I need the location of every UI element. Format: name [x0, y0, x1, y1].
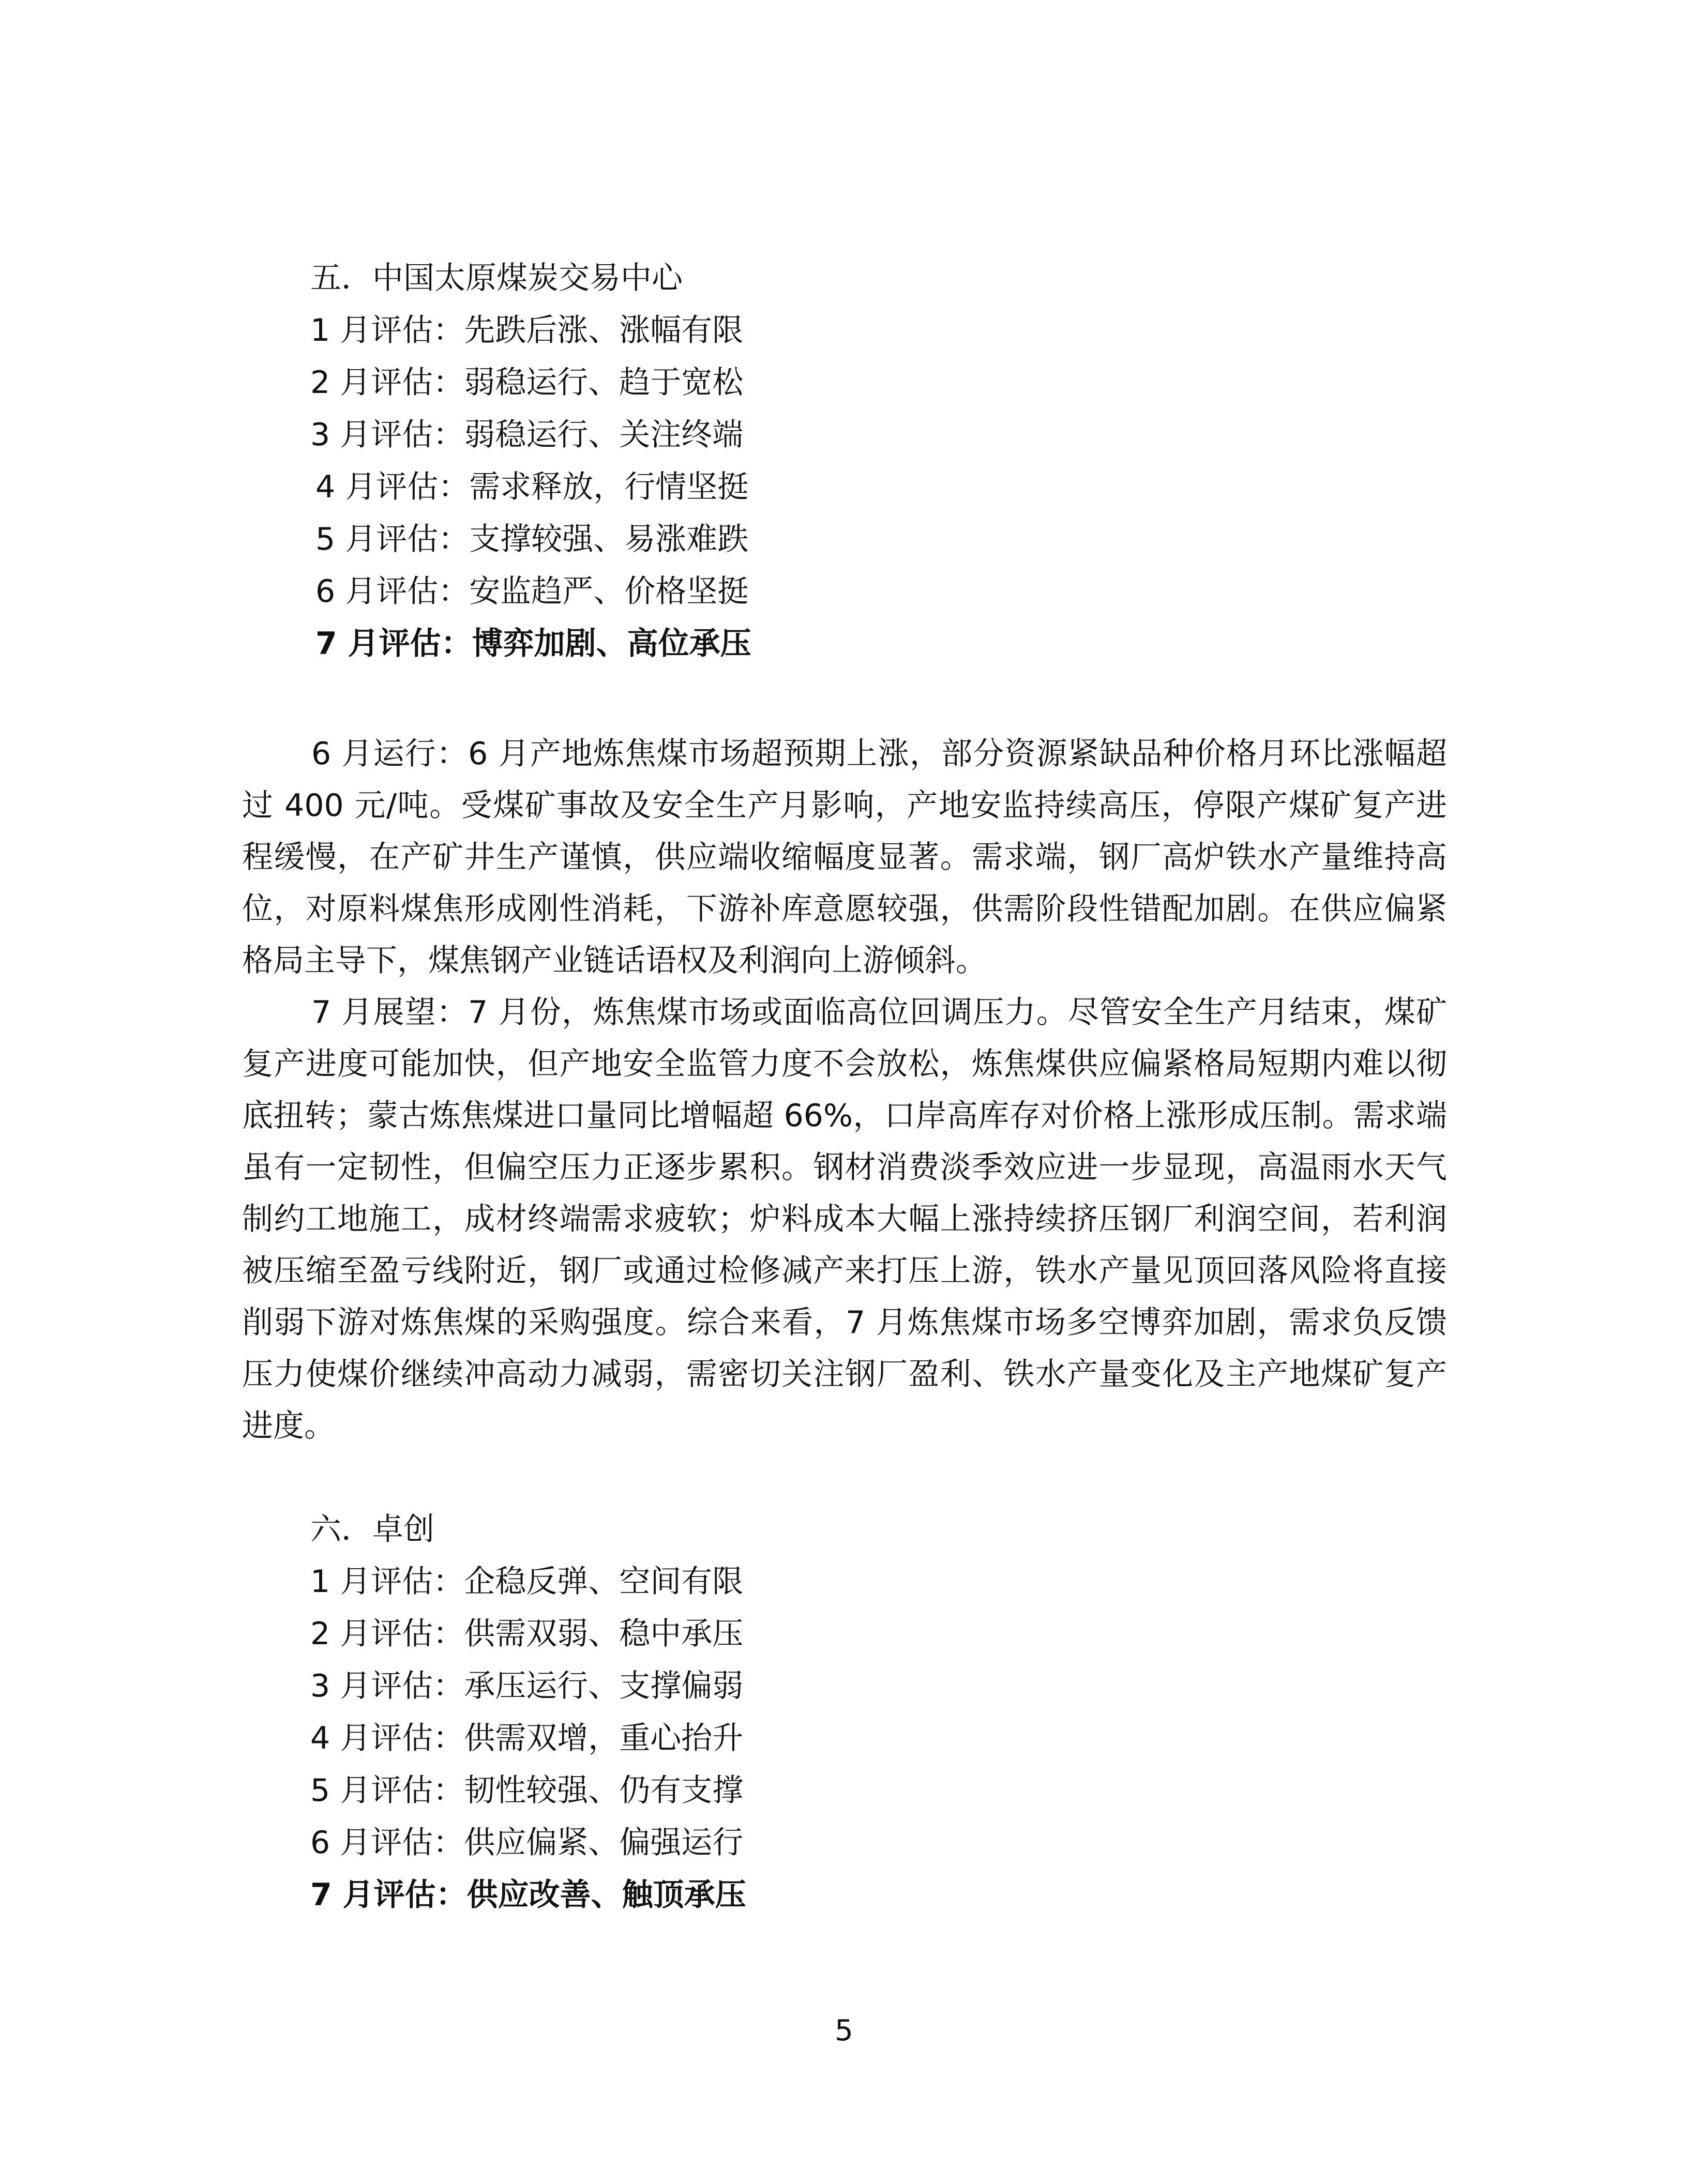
section-zhuochuang [310, 1504, 1448, 1921]
june-operation-paragraph [242, 728, 1447, 987]
evaluation-item: 3 月评估：弱稳运行、关注终端 [310, 417, 744, 453]
evaluation-item: 1 月评估：先跌后涨、涨幅有限 [310, 312, 744, 348]
section-heading: 六．卓创 [310, 1511, 434, 1548]
june-operation-text: 6 月运行：6 月产地炼焦煤市场超预期上涨，部分资源紧缺品种价格月环比涨幅超过 400 元/吨。受煤矿事故及安全生产月影响，产地安监持续高压，停限产煤矿复产进程缓慢，在产矿井生产谨慎，供应端收缩幅度显著。需求端，钢厂高炉铁水产量维持高位，对原料煤焦形成刚性消耗，下游补库意愿较强，供需阶段性错配加剧。在供应偏紧格局主导下，煤焦钢产业链话语权及利润向上游倾斜。 [242, 736, 1447, 979]
page-number: 5 [835, 2014, 853, 2048]
evaluation-item-current: 7 月评估：博弈加剧、高位承压 [315, 626, 751, 662]
evaluation-item: 2 月评估：弱稳运行、趋于宽松 [310, 365, 744, 401]
july-outlook-paragraph [242, 987, 1447, 1452]
evaluation-item: 4 月评估：供需双增，重心抬升 [310, 1720, 744, 1756]
july-outlook-text: 7 月展望：7 月份，炼焦煤市场或面临高位回调压力。尽管安全生产月结束，煤矿复产进度可能加快，但产地安全监管力度不会放松，炼焦煤供应偏紧格局短期内难以彻底扭转；蒙古炼焦煤进口量同比增幅超 66%，口岸高库存对价格上涨形成压制。需求端虽有一定韧性，但偏空压力正逐步累积。钢材消费淡季效应进一步显现，高温雨水天气制约工地施工，成材终端需求疲软；炉料成本大幅上涨持续挤压钢厂利润空间，若利润被压缩至盈亏线附近，钢厂或通过检修减产来打压上游，铁水产量见顶回落风险将直接削弱下游对炼焦煤的采购强度。综合来看，7 月炼焦煤市场多空博弈加剧，需求负反馈压力使煤价继续冲高动力减弱，需密切关注钢厂盈利、铁水产量变化及主产地煤矿复产进度。 [242, 994, 1447, 1444]
section-taiyuan-coal-exchange [310, 252, 1448, 670]
evaluation-item: 5 月评估：韧性较强、仍有支撑 [310, 1772, 744, 1809]
evaluation-item: 6 月评估：安监趋严、价格坚挺 [315, 573, 749, 610]
evaluation-item: 1 月评估：企稳反弹、空间有限 [310, 1564, 744, 1600]
evaluation-item: 5 月评估：支撑较强、易涨难跌 [315, 521, 749, 557]
evaluation-item: 4 月评估：需求释放，行情坚挺 [315, 469, 749, 505]
section-heading: 五．中国太原煤炭交易中心 [310, 260, 683, 296]
evaluation-item: 6 月评估：供应偏紧、偏强运行 [310, 1825, 744, 1861]
evaluation-item: 2 月评估：供需双弱、稳中承压 [310, 1616, 744, 1652]
evaluation-item: 3 月评估：承压运行、支撑偏弱 [310, 1668, 744, 1704]
evaluation-item-current: 7 月评估：供应改善、触顶承压 [310, 1877, 746, 1913]
